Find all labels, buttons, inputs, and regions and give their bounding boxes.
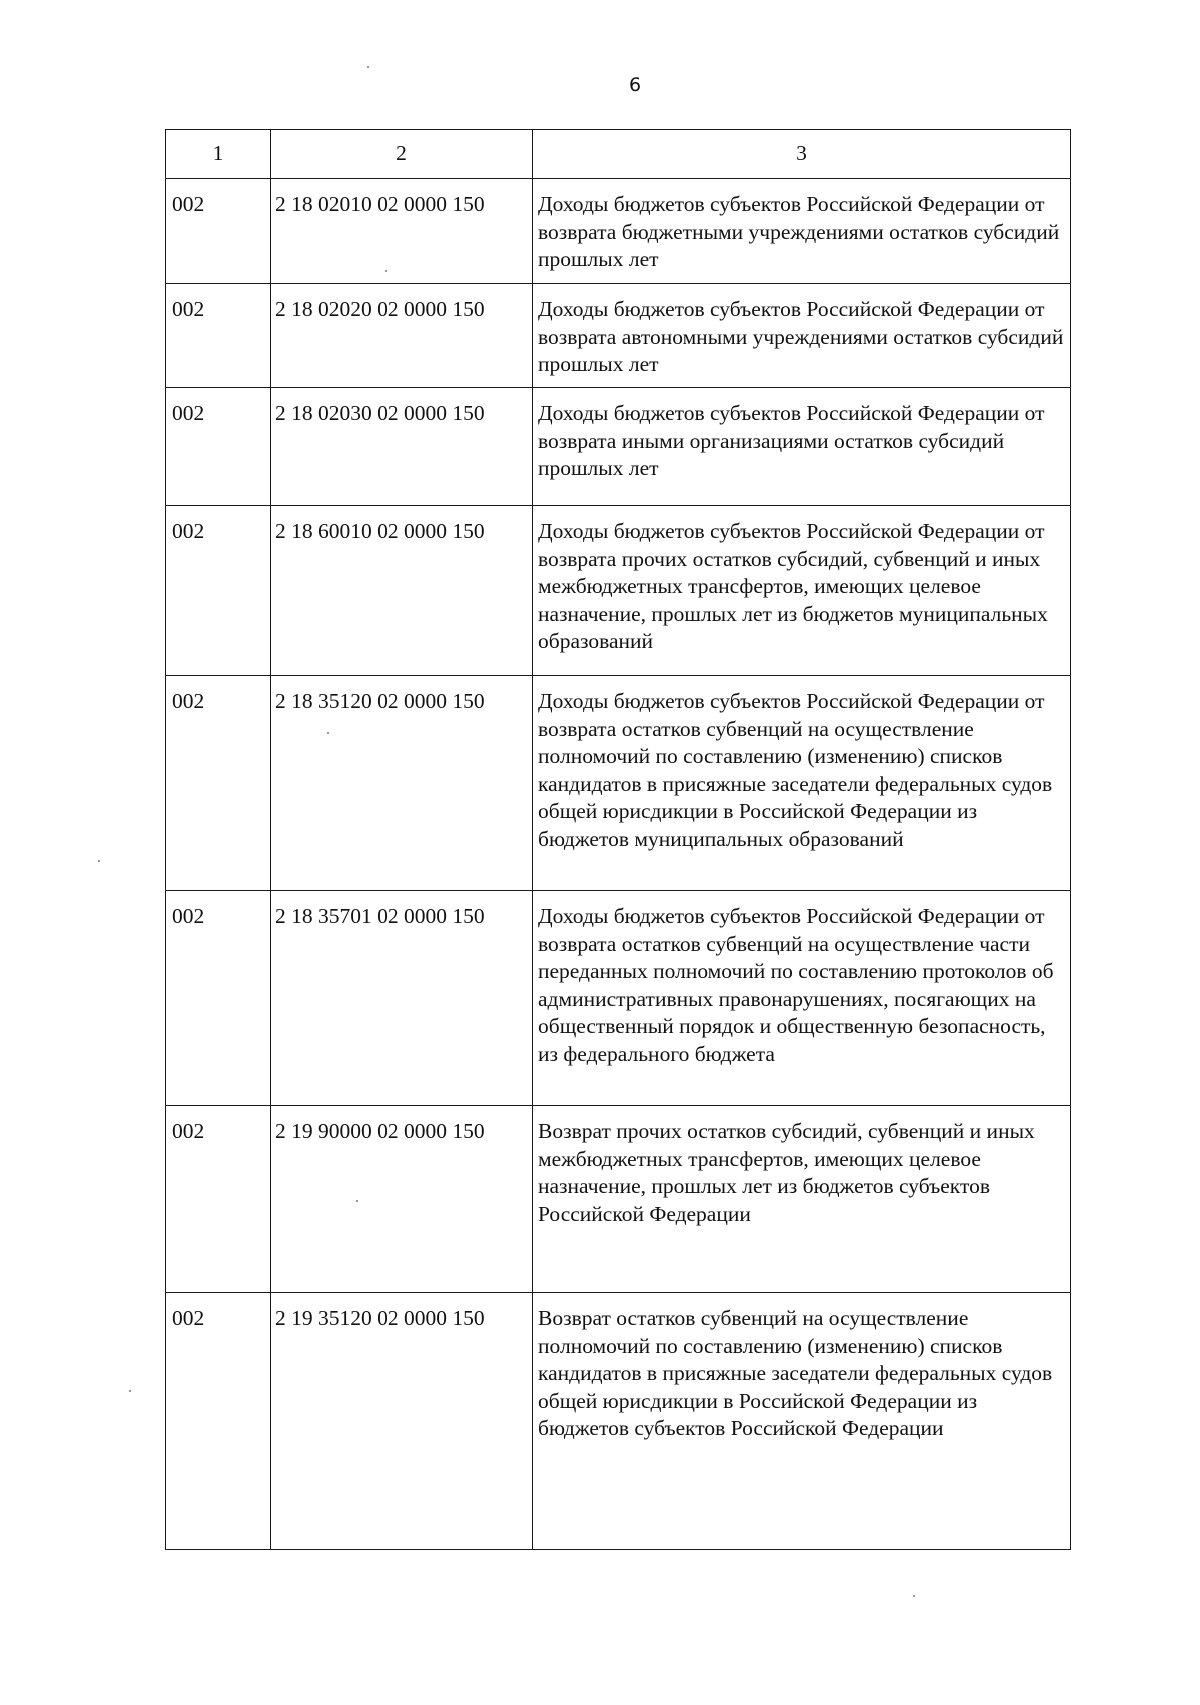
description-cell: Доходы бюджетов субъектов Российской Федерации от возврата автономными учреждениями остатков субсидий прошлых лет: [533, 284, 1071, 388]
admin-code-cell: 002: [166, 1106, 271, 1293]
scan-speck: [356, 1200, 358, 1202]
header-col-2: 2: [271, 130, 533, 179]
table-row: [166, 891, 1071, 1106]
budget-code-table: [165, 129, 1071, 1550]
description-cell: Доходы бюджетов субъектов Российской Федерации от возврата остатков субвенций на осуществление части переданных полномочий по составлению протоколов об административных правонарушениях, посягающих на общественный порядок и общественную безопасность, из федерального бюджета: [533, 891, 1071, 1106]
budget-code-cell: 2 18 02030 02 0000 150: [271, 388, 533, 506]
scan-speck: [913, 1595, 915, 1597]
budget-code-cell: 2 18 02010 02 0000 150: [271, 179, 533, 284]
description-cell: Доходы бюджетов субъектов Российской Федерации от возврата иными организациями остатков субсидий прошлых лет: [533, 388, 1071, 506]
table-row: [166, 1106, 1071, 1293]
scan-speck: [367, 66, 369, 68]
scan-speck: [327, 732, 329, 734]
table-row: [166, 179, 1071, 284]
page-number: 6: [628, 74, 642, 96]
header-col-1: 1: [166, 130, 271, 179]
table-row: [166, 284, 1071, 388]
table-row: [166, 506, 1071, 676]
admin-code-cell: 002: [166, 891, 271, 1106]
scan-speck: [129, 1390, 131, 1392]
description-cell: Доходы бюджетов субъектов Российской Федерации от возврата остатков субвенций на осуществление полномочий по составлению (изменению) списков кандидатов в присяжные заседатели федеральных судов общей юрисдикции в Российской Федерации из бюджетов муниципальных образований: [533, 676, 1071, 891]
table-row: [166, 388, 1071, 506]
budget-code-cell: 2 18 02020 02 0000 150: [271, 284, 533, 388]
admin-code-cell: 002: [166, 284, 271, 388]
admin-code-cell: 002: [166, 1293, 271, 1550]
scan-speck: [98, 860, 100, 862]
description-cell: Доходы бюджетов субъектов Российской Федерации от возврата бюджетными учреждениями остатков субсидий прошлых лет: [533, 179, 1071, 284]
admin-code-cell: 002: [166, 676, 271, 891]
description-cell: Доходы бюджетов субъектов Российской Федерации от возврата прочих остатков субсидий, субвенций и иных межбюджетных трансфертов, имеющих целевое назначение, прошлых лет из бюджетов муниципальных образований: [533, 506, 1071, 676]
header-col-3: 3: [533, 130, 1071, 179]
description-cell: Возврат прочих остатков субсидий, субвенций и иных межбюджетных трансфертов, имеющих целевое назначение, прошлых лет из бюджетов субъектов Российской Федерации: [533, 1106, 1071, 1293]
table-header-row: [166, 130, 1071, 179]
table-row: [166, 1293, 1071, 1550]
budget-code-cell: 2 18 60010 02 0000 150: [271, 506, 533, 676]
budget-code-cell: 2 19 90000 02 0000 150: [271, 1106, 533, 1293]
table-row: [166, 676, 1071, 891]
admin-code-cell: 002: [166, 388, 271, 506]
scan-speck: [385, 270, 387, 272]
budget-code-cell: 2 18 35701 02 0000 150: [271, 891, 533, 1106]
admin-code-cell: 002: [166, 506, 271, 676]
budget-code-cell: 2 18 35120 02 0000 150: [271, 676, 533, 891]
description-cell: Возврат остатков субвенций на осуществление полномочий по составлению (изменению) списков кандидатов в присяжные заседатели федеральных судов общей юрисдикции в Российской Федерации из бюджетов субъектов Российской Федерации: [533, 1293, 1071, 1550]
budget-code-cell: 2 19 35120 02 0000 150: [271, 1293, 533, 1550]
admin-code-cell: 002: [166, 179, 271, 284]
